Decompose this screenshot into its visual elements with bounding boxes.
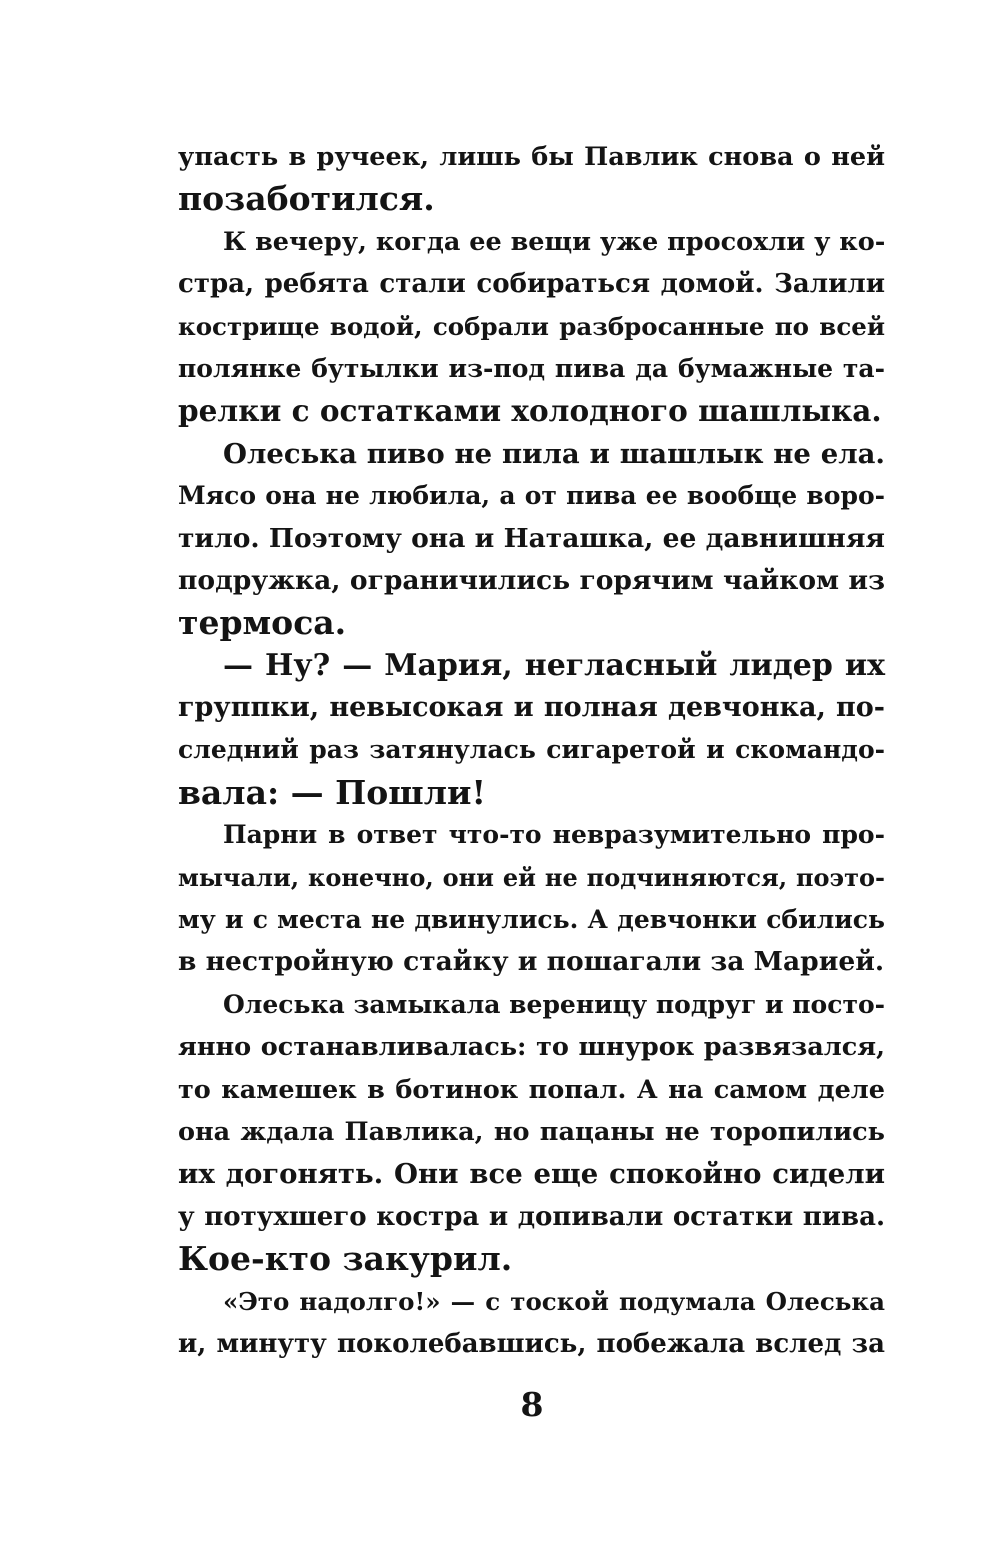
text-line: мычали, конечно, они ей не подчиняются, поэто-: [178, 862, 885, 892]
text-line: полянке бутылки из-под пива да бумажные та-: [178, 353, 885, 383]
text-line: тило. Поэтому она и Наташка, ее давнишняя: [178, 522, 885, 554]
text-line: подружка, ограничились горячим чайком из: [178, 564, 885, 596]
page-text: [178, 136, 885, 1365]
text-line: — Ну? — Мария, негласный лидер их: [223, 647, 885, 683]
text-line: Олеська замыкала вереницу подруг и посто-: [223, 989, 885, 1019]
text-line: их догонять. Они все еще спокойно сидели: [178, 1158, 885, 1191]
text-line: и, минуту поколебавшись, побежала вслед за: [178, 1328, 885, 1359]
text-line: Парни в ответ что-то невразумительно про-: [223, 820, 885, 850]
text-line: стра, ребята стали собираться домой. Залили: [178, 269, 885, 300]
text-line: упасть в ручеек, лишь бы Павлик снова о ней: [178, 142, 885, 172]
text-line: в нестройную стайку и пошагали за Марией.: [178, 946, 885, 978]
text-line: то камешек в ботинок попал. А на самом деле: [178, 1074, 885, 1105]
text-line: вала: — Пошли!: [178, 772, 486, 812]
text-line: К вечеру, когда ее вещи уже просохли у ко-: [223, 226, 886, 257]
text-line: она ждала Павлика, но пацаны не торопились: [178, 1116, 885, 1147]
text-line: Мясо она не любила, а от пива ее вообще воро-: [178, 481, 885, 511]
text-line: му и с места не двинулись. А девчонки сбились: [178, 905, 885, 935]
text-line: релки с остатками холодного шашлыка.: [178, 393, 882, 429]
page-number: 8: [520, 1385, 544, 1424]
text-line: группки, невысокая и полная девчонка, по-: [178, 692, 885, 724]
text-line: янно останавливалась: то шнурок развязался,: [178, 1032, 885, 1063]
text-line: «Это надолго!» — с тоской подумала Олеська: [223, 1286, 885, 1316]
text-line: у потухшего костра и допивали остатки пива.: [178, 1201, 885, 1232]
text-line: Кое-кто закурил.: [178, 1239, 513, 1279]
text-line: позаботился.: [178, 179, 435, 219]
text-line: следний раз затянулась сигаретой и скомандо-: [178, 735, 885, 765]
text-line: кострище водой, собрали разбросанные по всей: [178, 311, 885, 341]
text-line: Олеська пиво не пила и шашлык не ела.: [223, 437, 885, 470]
text-line: термоса.: [178, 603, 347, 643]
